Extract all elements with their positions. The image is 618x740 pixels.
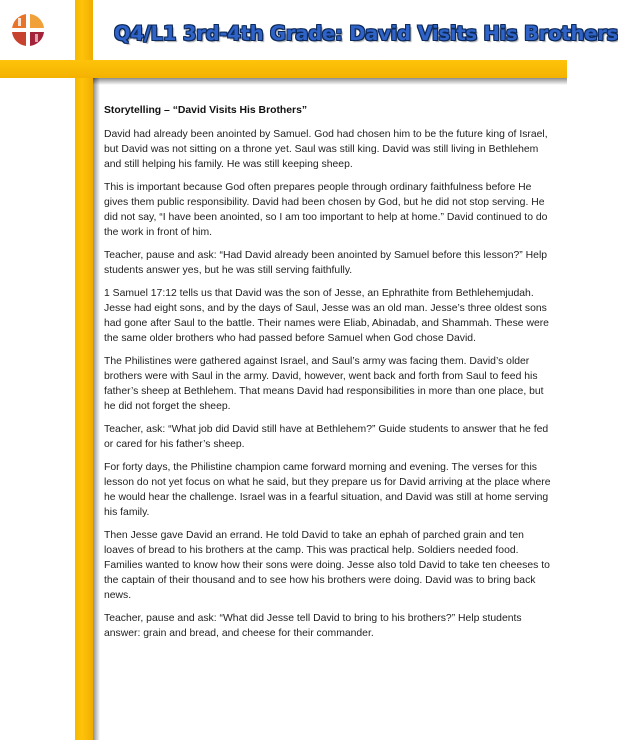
cross-shadow-horizontal	[93, 78, 567, 85]
section-heading: Storytelling – “David Visits His Brothers”	[104, 105, 308, 116]
cross-vertical-bar	[75, 0, 93, 740]
paragraph: David had already been anointed by Samuel. God had chosen him to be the future king of Israel, but David was not sitting on a throne yet. Saul was still king. David was still living in Bethlehem and still helping his family. He was still keeping sheep.	[104, 129, 548, 170]
paragraph: 1 Samuel 17:12 tells us that David was the son of Jesse, an Ephrathite from Bethlehemjudah. Jesse had eight sons, and by the days of Saul, Jesse was an old man. Jesse’s three oldest sons had gone after Saul to the battle. Their names were Eliab, Abinadab, and Shammah. These were the same older brothers who had passed before Samuel when God chose David.	[104, 288, 549, 344]
paragraph: Teacher, ask: “What job did David still have at Bethlehem?” Guide students to answer that he fed or cared for his father’s sheep.	[104, 424, 549, 450]
paragraph: Then Jesse gave David an errand. He told David to take an ephah of parched grain and ten loaves of bread to his brothers at the camp. This was practical help. Soldiers needed food. Families wanted to know how their sons were doing. Jesse also told David to take ten cheeses to the captain of their thousand and to see how his brothers were doing. David was to bring back news.	[104, 530, 550, 601]
lesson-content	[104, 103, 554, 649]
paragraph: This is important because God often prepares people through ordinary faithfulness before He gives them public responsibility. David had been chosen by God, but he did not stop serving. He did not say, “I have been anointed, so I am too important to help at home.” David continued to do the work in front of him.	[104, 182, 548, 238]
page-title: Q4/L1 3rd-4th Grade: David Visits His Brothers	[114, 22, 618, 45]
church-logo-icon	[8, 10, 48, 50]
paragraph: The Philistines were gathered against Israel, and Saul’s army was facing them. David’s older brothers were with Saul in the army. David, however, went back and forth from Saul to feed his father’s sheep at Bethlehem. That means David had responsibilities in more than one place, but he did not forget the sheep.	[104, 356, 544, 412]
paragraph: Teacher, pause and ask: “What did Jesse tell David to bring to his brothers?” Help students answer: grain and bread, and cheese for their commander.	[104, 613, 522, 639]
paragraph: For forty days, the Philistine champion came forward morning and evening. The verses for this lesson do not yet focus on what he said, but they prepare us for David arriving at the place where he would hear the challenge. Israel was in a fearful situation, and David was still at home serving his family.	[104, 462, 551, 518]
cross-horizontal-bar	[0, 60, 567, 78]
cross-shadow-vertical	[93, 78, 100, 740]
paragraph: Teacher, pause and ask: “Had David already been anointed by Samuel before this lesson?” Help students answer yes, but he was still serving faithfully.	[104, 250, 548, 276]
